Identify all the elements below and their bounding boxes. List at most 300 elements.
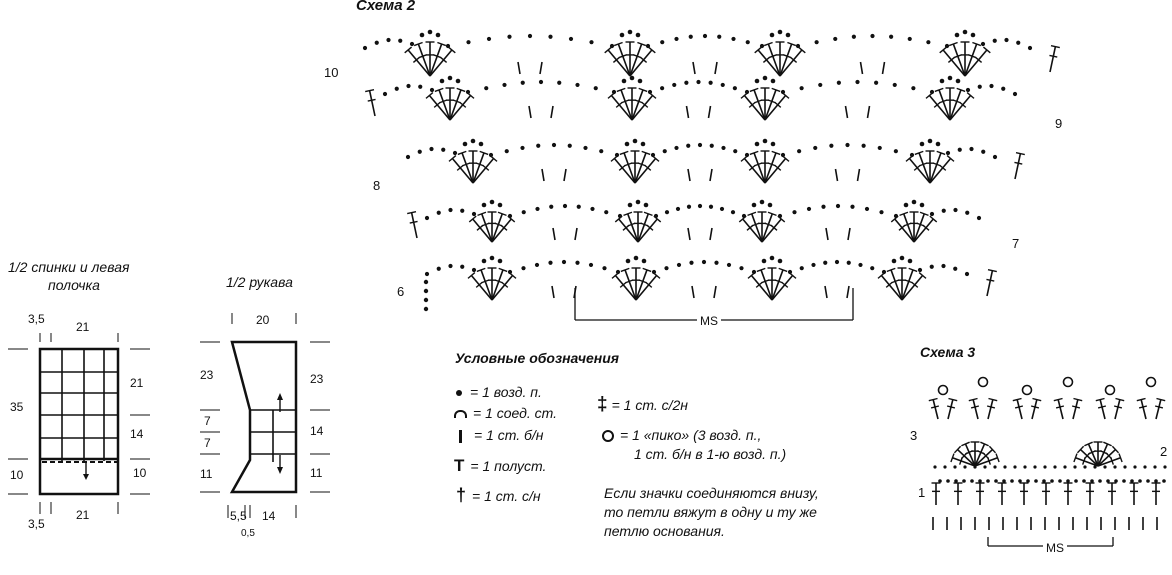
chain-dot — [855, 80, 859, 84]
chain-dot — [418, 85, 422, 89]
chain-dot — [460, 209, 464, 213]
chain-dot — [1004, 38, 1008, 42]
dc-stitch — [370, 91, 375, 116]
dc-stitch — [765, 95, 786, 120]
schema3-row-1: 1 — [918, 485, 926, 500]
chain-dot — [562, 260, 566, 264]
sc-bar — [836, 169, 838, 181]
chain-dot — [634, 256, 639, 261]
sleeve-dim-right-mid: 14 — [310, 424, 324, 438]
chain-dot — [383, 92, 387, 96]
sleeve-dim-bottom-left: 5,5 — [230, 509, 247, 523]
chain-dot — [674, 146, 678, 150]
chain-dot — [874, 81, 878, 85]
arrow-down-icon — [83, 474, 89, 480]
chain-dot — [1146, 479, 1150, 483]
chain-dot — [973, 465, 976, 468]
dc-stitch — [611, 95, 632, 120]
chain-dot — [770, 256, 775, 261]
dc-stitch — [430, 50, 452, 76]
chain-dot — [548, 261, 552, 265]
chain-dot — [956, 79, 961, 84]
chain-dot — [908, 37, 912, 41]
chain-dot — [904, 203, 909, 208]
chain-dot — [920, 203, 925, 208]
dc-stitch-bar — [1056, 406, 1064, 408]
chain-dot — [644, 203, 649, 208]
dc-stitch — [492, 275, 513, 300]
chain-dot — [845, 143, 849, 147]
dc-stitch-bar — [1015, 406, 1023, 408]
dc-stitch — [914, 219, 933, 242]
chain-dot — [714, 261, 718, 265]
chain-dot — [1113, 465, 1116, 468]
chain-dot — [953, 267, 957, 271]
sc-bar — [861, 62, 863, 74]
chain-dot — [811, 263, 815, 267]
chain-dot — [986, 479, 990, 483]
sc-bar — [693, 62, 695, 74]
chain-dot — [448, 208, 452, 212]
schema2-row-8: 8 — [373, 178, 381, 193]
chain-dot — [1013, 465, 1016, 468]
dc-stitch — [430, 44, 442, 76]
dc-stitch — [1032, 400, 1037, 419]
chain-dot — [983, 465, 986, 468]
legend-note-line1: Если значки соединяются внизу, — [604, 485, 819, 501]
chain-dot — [363, 46, 367, 50]
chain-dot — [1063, 465, 1066, 468]
sc-bar — [858, 169, 860, 181]
chain-dot — [770, 33, 775, 38]
chain-dot — [471, 139, 476, 144]
dc-stitch — [929, 95, 950, 120]
chain-dot — [676, 207, 680, 211]
chain-dot — [1098, 479, 1102, 483]
chain-dot — [522, 210, 526, 214]
chain-dot — [709, 81, 713, 85]
chain-dot — [771, 79, 776, 84]
chain-dot — [933, 465, 936, 468]
chain-dot — [717, 35, 721, 39]
chain-dot — [490, 200, 495, 205]
chain-dot — [425, 216, 429, 220]
sc-bar — [542, 169, 544, 181]
chain-dot — [936, 142, 941, 147]
sleeve-dim-left-mid2: 7 — [204, 436, 211, 450]
chain-dot — [920, 142, 925, 147]
chain-dot — [418, 150, 422, 154]
chain-dot — [778, 30, 783, 35]
chain-dot — [589, 40, 593, 44]
chain-dot — [778, 214, 782, 218]
arrow-down-icon — [277, 467, 283, 474]
dc-stitch — [754, 90, 765, 120]
legend-item-hdc: T = 1 полуст. — [454, 456, 547, 475]
chain-dot-icon — [456, 390, 462, 396]
chain-dot — [425, 272, 429, 276]
chain-dot — [762, 259, 767, 264]
chain-dot — [642, 259, 647, 264]
chain-dot — [1154, 479, 1158, 483]
chain-dot — [548, 35, 552, 39]
back-dim-top-left: 3,5 — [28, 312, 45, 326]
sc-bar — [710, 228, 712, 240]
dc-stitch — [1115, 400, 1120, 419]
chain-dot — [847, 261, 851, 265]
legend-item-tr: ‡ = 1 ст. с/2н — [597, 394, 688, 415]
dc-stitch — [429, 95, 450, 120]
dc-stitch — [482, 214, 492, 242]
dc-stitch — [492, 214, 502, 242]
chain-dot — [797, 149, 801, 153]
chain-dot — [941, 264, 945, 268]
chain-dot — [1058, 479, 1062, 483]
double-crochet-cross-icon: † — [456, 485, 467, 505]
dc-stitch — [761, 270, 772, 300]
chain-dot — [742, 214, 746, 218]
chain-dot — [1133, 465, 1136, 468]
sc-bar — [848, 228, 850, 240]
chain-dot — [1083, 465, 1086, 468]
chain-dot — [760, 200, 765, 205]
dc-stitch — [630, 50, 652, 76]
chain-dot — [958, 148, 962, 152]
dc-stitch — [412, 213, 417, 238]
chain-dot — [1082, 479, 1086, 483]
back-dim-bottom-left: 3,5 — [28, 517, 45, 531]
sleeve-dim-right-lower: 11 — [310, 466, 323, 480]
chain-dot — [938, 479, 942, 483]
chain-dot — [482, 203, 487, 208]
dc-stitch — [481, 270, 492, 300]
chain-dot — [536, 144, 540, 148]
dc-stitch — [418, 44, 430, 76]
chain-dot — [815, 40, 819, 44]
chain-dot — [792, 210, 796, 214]
sc-bar — [553, 228, 555, 240]
chain-dot — [1043, 465, 1046, 468]
chain-dot — [746, 40, 750, 44]
dc-stitch — [765, 158, 786, 183]
schema3-ms-label: MS — [1043, 541, 1067, 555]
chain-dot — [441, 148, 445, 152]
back-panel-title-line2: полочка — [48, 277, 100, 293]
chain-dot — [894, 149, 898, 153]
single-crochet-bar-icon — [459, 430, 462, 443]
chain-dot — [505, 149, 509, 153]
dc-stitch-bar — [1139, 406, 1147, 408]
chain-dot — [448, 76, 453, 81]
chain-dot — [696, 80, 700, 84]
dc-stitch — [768, 44, 780, 76]
chain-dot — [993, 465, 996, 468]
chain-dot — [733, 86, 737, 90]
chain-dot — [989, 84, 993, 88]
chain-dot — [829, 144, 833, 148]
chain-dot — [788, 270, 792, 274]
dc-stitch-bar — [947, 406, 955, 408]
chain-dot — [424, 289, 428, 293]
chain-dot — [953, 465, 956, 468]
dc-stitch — [948, 400, 953, 419]
dc-stitch-top — [1051, 46, 1060, 48]
chain-dot — [508, 214, 512, 218]
chain-dot — [424, 307, 428, 311]
chain-dot — [420, 33, 425, 38]
dc-stitch — [636, 275, 657, 300]
chain-dot — [1093, 465, 1096, 468]
dc-stitch — [452, 158, 473, 183]
dc-stitch-bar — [1114, 406, 1122, 408]
chain-dot — [778, 259, 783, 264]
chain-dot — [520, 146, 524, 150]
chain-dot — [618, 214, 622, 218]
chain-dot — [672, 83, 676, 87]
dc-stitch — [772, 275, 793, 300]
chain-dot — [835, 260, 839, 264]
sc-bar — [715, 62, 717, 74]
dc-stitch — [744, 95, 765, 120]
chain-dot — [963, 30, 968, 35]
chain-dot — [1002, 479, 1006, 483]
dc-stitch-top — [365, 90, 374, 92]
legend-note-line2: то петли вяжут в одну и ту же — [604, 504, 817, 520]
dc-stitch — [450, 90, 461, 120]
chain-dot — [646, 44, 650, 48]
dc-stitch — [471, 275, 492, 300]
dc-stitch-top — [407, 212, 416, 214]
chain-dot — [615, 153, 619, 157]
picot-circle-icon — [1023, 386, 1032, 395]
chain-dot — [1153, 465, 1156, 468]
chain-dot — [430, 88, 434, 92]
sc-bar — [687, 106, 689, 118]
dc-stitch — [439, 90, 450, 120]
sc-bar — [825, 286, 827, 298]
dc-stitch-bar — [931, 406, 939, 408]
schema2-row-7: 7 — [1012, 236, 1020, 251]
dc-stitch — [635, 153, 646, 183]
chain-dot — [552, 143, 556, 147]
chain-dot — [428, 30, 433, 35]
chain-dot — [1018, 479, 1022, 483]
chain-dot — [684, 81, 688, 85]
sc-bar — [710, 169, 712, 181]
chain-dot — [978, 85, 982, 89]
chain-dot — [535, 207, 539, 211]
half-double-t-icon: T — [454, 456, 465, 475]
chain-dot — [466, 40, 470, 44]
chain-dot — [625, 142, 630, 147]
chain-dot — [926, 40, 930, 44]
chain-dot — [981, 42, 985, 46]
chain-dot — [674, 37, 678, 41]
chain-dot — [928, 139, 933, 144]
chain-dot — [955, 33, 960, 38]
dc-stitch — [1050, 47, 1055, 72]
chain-dot — [406, 155, 410, 159]
chain-dot — [628, 30, 633, 35]
back-dim-right-middle: 14 — [130, 427, 144, 441]
chain-dot — [498, 259, 503, 264]
dc-stitch — [881, 275, 902, 300]
chain-dot — [1163, 465, 1166, 468]
chain-dot — [721, 146, 725, 150]
dc-stitch-top — [988, 270, 997, 272]
chain-dot — [1053, 465, 1056, 468]
chain-dot — [940, 79, 945, 84]
chain-dot — [563, 204, 567, 208]
chain-dot — [1013, 92, 1017, 96]
chain-dot — [823, 261, 827, 265]
picot-circle-icon — [979, 378, 988, 387]
legend-title: Условные обозначения — [455, 350, 620, 366]
chain-dot — [818, 83, 822, 87]
chain-dot — [862, 144, 866, 148]
legend-item-chain: = 1 возд. п. — [456, 384, 542, 400]
chain-dot — [654, 214, 658, 218]
chain-dot — [900, 256, 905, 261]
chain-dot — [698, 143, 702, 147]
chain-dot — [800, 266, 804, 270]
chain-dot — [709, 205, 713, 209]
chain-dot — [946, 151, 950, 155]
chain-dot — [946, 479, 950, 483]
dc-stitch — [473, 153, 484, 183]
chain-dot — [969, 147, 973, 151]
chain-dot — [879, 210, 883, 214]
chain-dot — [977, 216, 981, 220]
chain-dot — [453, 151, 457, 155]
dc-stitch — [762, 214, 772, 242]
dc-stitch-bar — [368, 99, 376, 101]
chain-dot — [1001, 87, 1005, 91]
chain-dot — [577, 205, 581, 209]
chain-dot — [930, 90, 934, 94]
chain-dot — [911, 86, 915, 90]
schema2-title: Схема 2 — [356, 0, 416, 14]
back-dim-bottom: 21 — [76, 508, 90, 522]
dc-stitch — [1058, 400, 1063, 419]
dc-stitch — [638, 214, 648, 242]
chain-dot — [889, 35, 893, 39]
chain-dot — [1123, 465, 1126, 468]
chain-dot — [410, 42, 414, 46]
chain-dot — [436, 33, 441, 38]
chain-dot — [966, 88, 970, 92]
chain-dot — [912, 200, 917, 205]
slip-stitch-arc-icon — [454, 410, 467, 418]
chain-dot — [953, 208, 957, 212]
dc-stitch — [614, 158, 635, 183]
dc-stitch — [953, 44, 965, 76]
chain-dot — [892, 259, 897, 264]
chain-dot — [720, 207, 724, 211]
chain-dot — [1016, 41, 1020, 45]
chain-dot — [472, 212, 476, 216]
chain-dot — [768, 203, 773, 208]
dc-stitch — [751, 275, 772, 300]
chain-dot — [677, 263, 681, 267]
sc-bar — [518, 62, 520, 74]
chain-dot — [910, 153, 914, 157]
chain-dot — [918, 268, 922, 272]
chain-dot — [641, 142, 646, 147]
dc-stitch — [1017, 400, 1022, 419]
sleeve-title: 1/2 рукава — [226, 274, 293, 290]
chain-dot — [456, 79, 461, 84]
chain-dot — [521, 81, 525, 85]
chain-dot — [575, 83, 579, 87]
chain-dot — [930, 212, 934, 216]
chain-dot — [626, 259, 631, 264]
sc-bar — [564, 169, 566, 181]
dc-stitch — [930, 153, 941, 183]
chain-dot — [837, 81, 841, 85]
dc-stitch-bar — [971, 406, 979, 408]
dc-stitch-bar — [1031, 406, 1039, 408]
chain-dot — [1162, 479, 1166, 483]
dc-stitch — [619, 219, 638, 242]
sc-bar — [688, 228, 690, 240]
chain-dot — [1042, 479, 1046, 483]
chain-dot — [484, 86, 488, 90]
dc-stitch — [988, 400, 993, 419]
picot-circle-icon — [1106, 386, 1115, 395]
chain-dot — [763, 139, 768, 144]
dc-stitch-bar — [1014, 162, 1022, 164]
chain-dot — [1050, 479, 1054, 483]
picot-circle-icon — [939, 386, 948, 395]
chain-dot — [386, 38, 390, 42]
sc-bar — [552, 286, 554, 298]
dc-stitch-bar — [1098, 406, 1106, 408]
chain-dot — [636, 33, 641, 38]
chain-dot — [508, 270, 512, 274]
chain-dot — [993, 39, 997, 43]
chain-dot — [781, 90, 785, 94]
dc-stitch — [744, 158, 765, 183]
picot-circle-icon — [1147, 378, 1156, 387]
dc-stitch — [752, 214, 762, 242]
chain-dot — [1103, 465, 1106, 468]
dc-stitch — [772, 270, 783, 300]
chain-dot — [908, 259, 913, 264]
sc-bar — [692, 286, 694, 298]
dc-stitch — [628, 214, 638, 242]
chain-dot — [1074, 479, 1078, 483]
chain-dot — [487, 37, 491, 41]
dc-stitch — [1015, 154, 1020, 179]
chain-dot — [1073, 465, 1076, 468]
chain-dot — [942, 209, 946, 213]
sleeve-dim-left-lower: 11 — [200, 467, 213, 481]
dc-stitch — [754, 153, 765, 183]
chain-dot — [575, 261, 579, 265]
sleeve-dim-right-upper: 23 — [310, 372, 324, 386]
dc-stitch — [895, 219, 914, 242]
dc-stitch — [743, 219, 762, 242]
chain-dot — [398, 39, 402, 43]
dc-stitch — [914, 214, 924, 242]
dc-stitch — [919, 153, 930, 183]
chain-dot — [406, 84, 410, 88]
schema3-row-2: 2 — [1160, 444, 1168, 459]
sleeve-dim-left-mid1: 7 — [204, 414, 211, 428]
chain-dot — [490, 256, 495, 261]
dc-stitch — [780, 50, 802, 76]
